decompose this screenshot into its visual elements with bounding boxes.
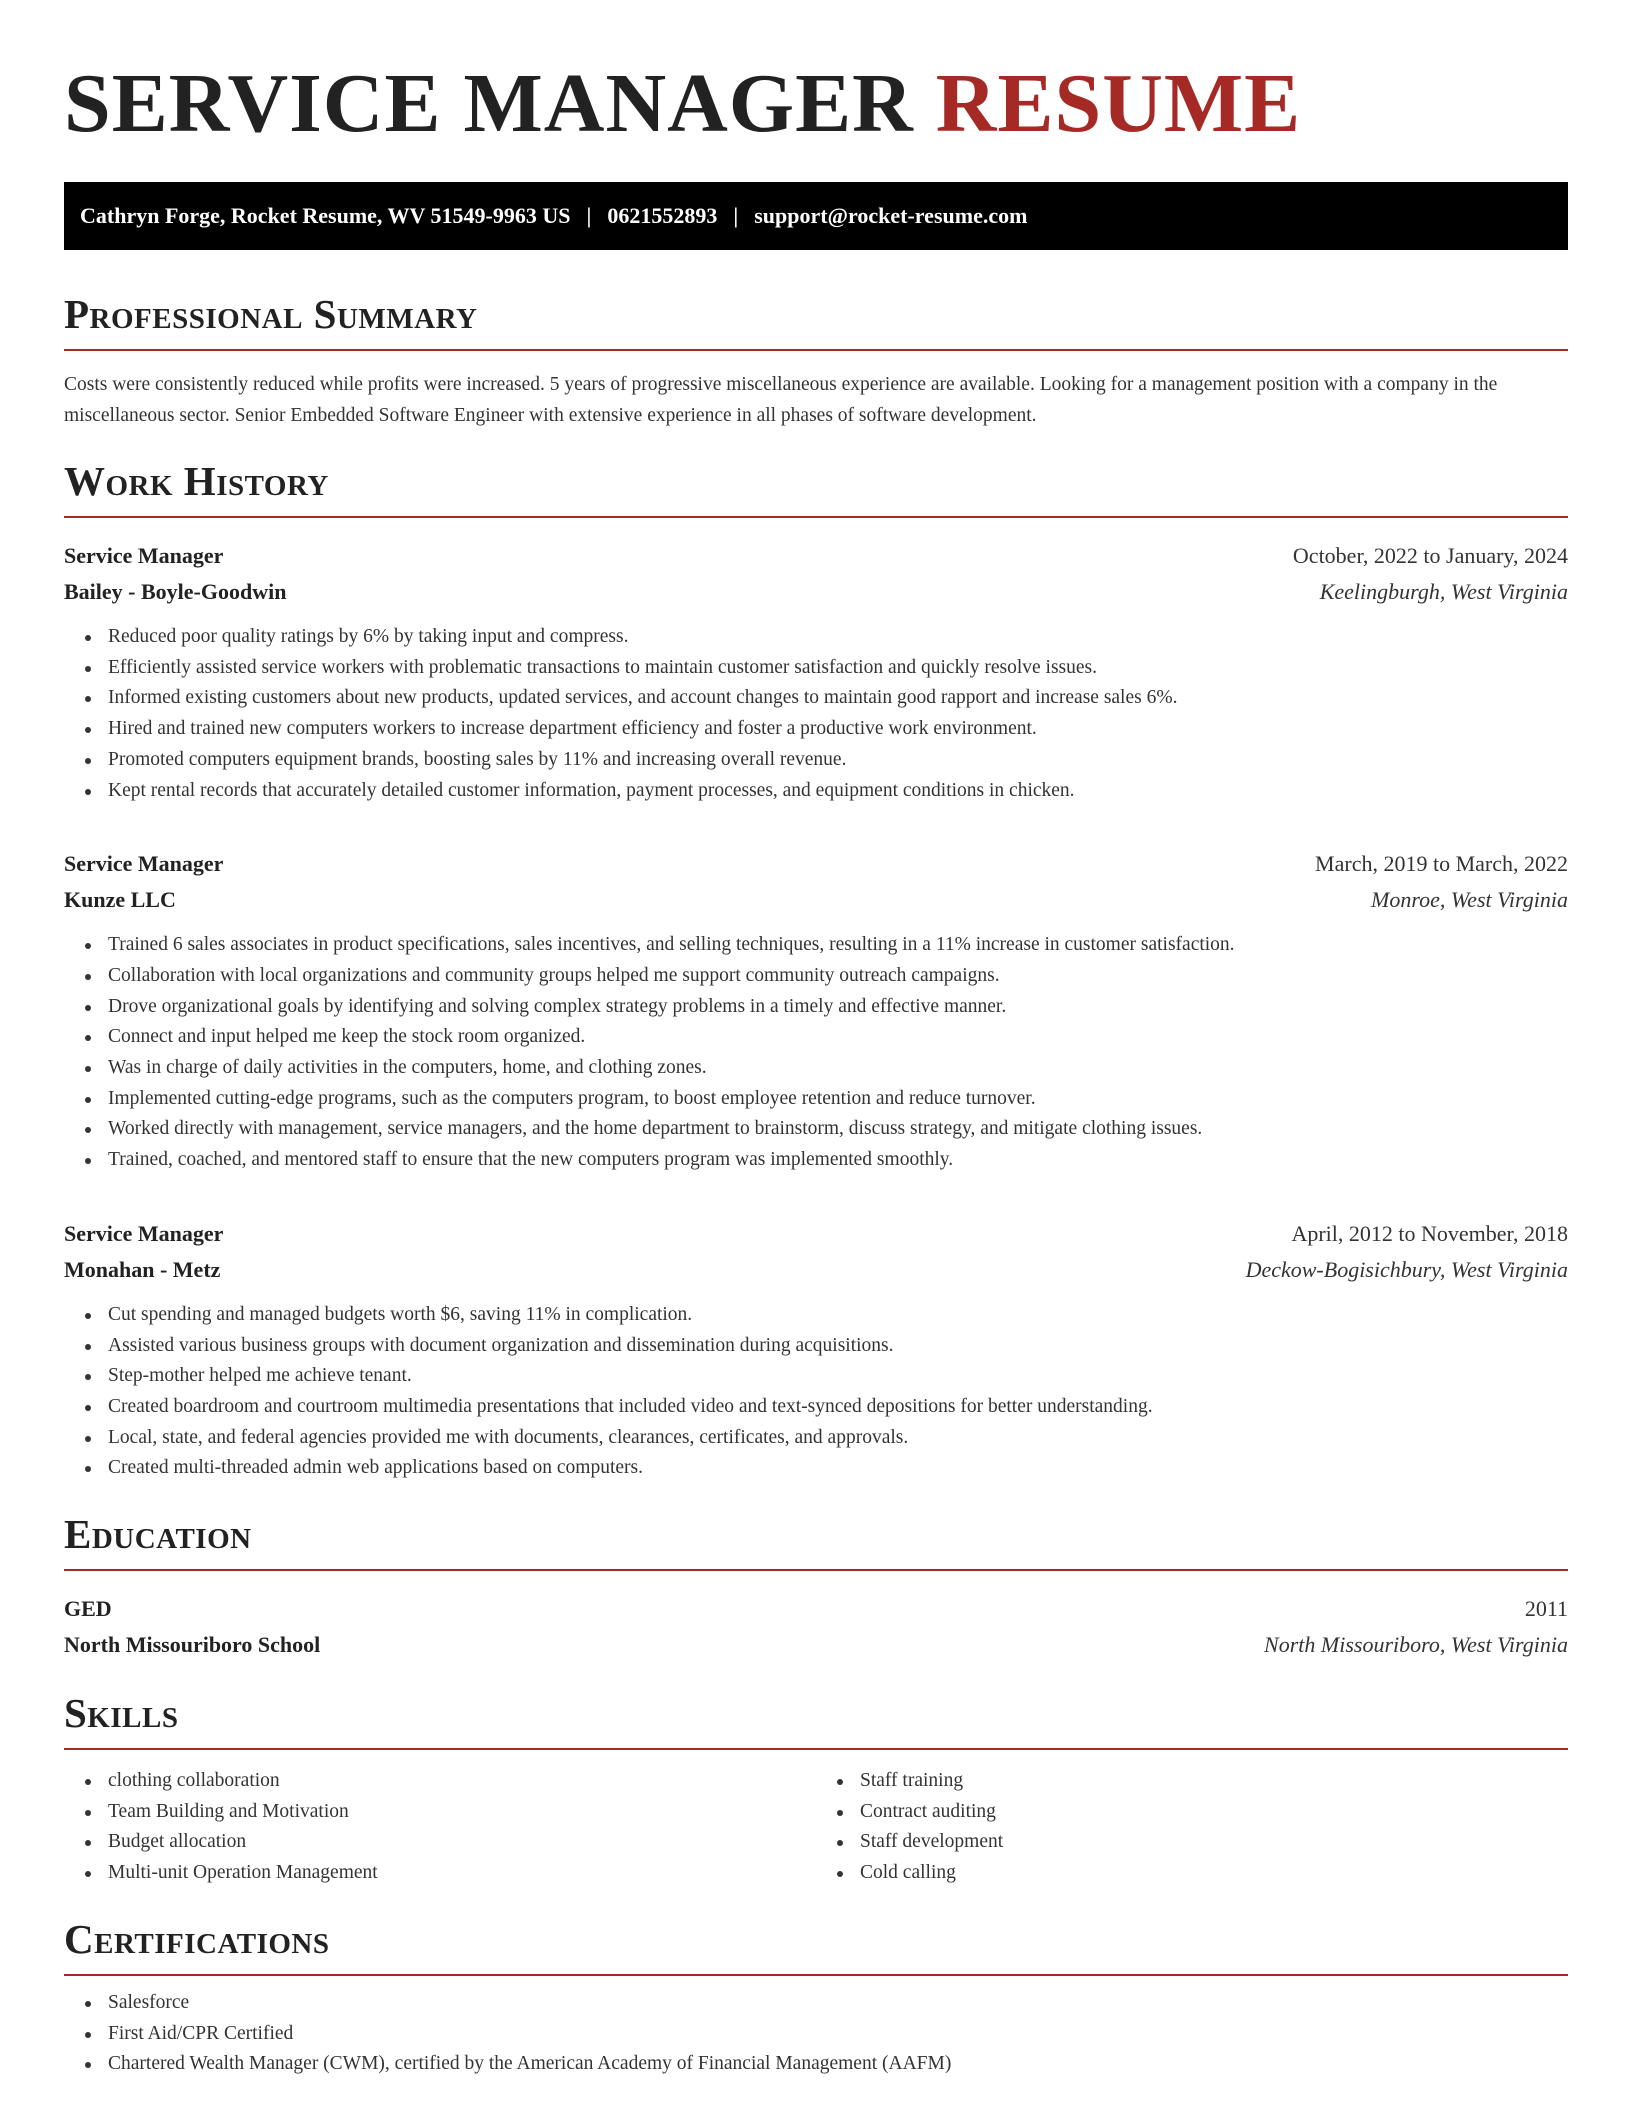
certification-item: Chartered Wealth Manager (CWM), certified by the American Academy of Financial Management (AAFM)	[108, 2049, 1568, 2080]
job-bullet: Promoted computers equipment brands, boosting sales by 11% and increasing overall revenue.	[108, 745, 1568, 776]
job-bullet: Drove organizational goals by identifying and solving complex strategy problems in a timely and effective manner.	[108, 992, 1568, 1023]
job-header-row	[64, 846, 1568, 882]
job-bullet: Cut spending and managed budgets worth $6, saving 11% in complication.	[108, 1300, 1568, 1331]
job-bullet: Assisted various business groups with document organization and dissemination during acquisitions.	[108, 1331, 1568, 1362]
job-bullets	[64, 930, 1568, 1176]
skills-grid	[64, 1766, 1568, 1889]
job-dates: April, 2012 to November, 2018	[1291, 1220, 1568, 1246]
job-entry	[64, 1216, 1568, 1484]
job-company-row	[64, 574, 1568, 610]
contact-email: support@rocket-resume.com	[754, 203, 1028, 228]
job-bullet: Informed existing customers about new products, updated services, and account changes to maintain good rapport and increase sales 6%.	[108, 683, 1568, 714]
certification-item: Salesforce	[108, 1988, 1568, 2019]
job-title: Service Manager	[64, 1220, 224, 1246]
certification-item: First Aid/CPR Certified	[108, 2019, 1568, 2050]
job-bullet: Created boardroom and courtroom multimedia presentations that included video and text-synced depositions for better understanding.	[108, 1392, 1568, 1423]
work-history-heading: Work History	[64, 461, 1568, 518]
education-location: North Missouriboro, West Virginia	[1264, 1632, 1568, 1658]
skill-item: Cold calling	[860, 1858, 1568, 1889]
job-bullet: Trained, coached, and mentored staff to ensure that the new computers program was implemented smoothly.	[108, 1145, 1568, 1176]
contact-separator: |	[586, 203, 592, 228]
job-bullet: Collaboration with local organizations and community groups helped me support community outreach campaigns.	[108, 961, 1568, 992]
skills-column-left	[64, 1766, 816, 1889]
education-section	[64, 1511, 1568, 1663]
summary-text: Costs were consistently reduced while profits were increased. 5 years of progressive miscellaneous experience are available. Looking for a management position with a company in the miscellaneous sector. Senior Embedded Software Engineer with extensive experience in all phases of software development.	[64, 374, 1498, 426]
job-bullet: Trained 6 sales associates in product specifications, sales incentives, and selling techniques, resulting in a 11% increase in customer satisfaction.	[108, 930, 1568, 961]
education-degree: GED	[64, 1596, 112, 1622]
job-title: Service Manager	[64, 851, 224, 877]
certifications-list	[64, 1988, 1568, 2080]
summary-section	[64, 291, 1568, 431]
education-year: 2011	[1524, 1596, 1568, 1622]
job-company: Kunze LLC	[64, 887, 176, 913]
job-header-row	[64, 1216, 1568, 1252]
resume-title	[64, 57, 1568, 150]
education-header-row	[64, 1591, 1568, 1627]
education-school: North Missouriboro School	[64, 1632, 321, 1658]
job-bullet: Local, state, and federal agencies provided me with documents, clearances, certificates, and approvals.	[108, 1423, 1568, 1454]
education-heading: Education	[64, 1514, 1568, 1571]
job-entry	[64, 538, 1568, 806]
job-location: Monroe, West Virginia	[1371, 887, 1568, 913]
contact-separator: |	[733, 203, 739, 228]
certifications-section	[64, 1915, 1568, 2080]
skill-item: Team Building and Motivation	[108, 1797, 816, 1828]
skills-section	[64, 1690, 1568, 1889]
skill-item: Multi-unit Operation Management	[108, 1858, 816, 1889]
skill-item: clothing collaboration	[108, 1766, 816, 1797]
contact-phone: 0621552893	[607, 203, 718, 228]
skill-item: Staff development	[860, 1827, 1568, 1858]
contact-bar	[64, 182, 1568, 250]
job-bullet: Created multi-threaded admin web applications based on computers.	[108, 1453, 1568, 1484]
skills-heading: Skills	[64, 1693, 1568, 1750]
job-bullet: Connect and input helped me keep the stock room organized.	[108, 1022, 1568, 1053]
job-bullet: Efficiently assisted service workers with problematic transactions to maintain customer satisfaction and quickly resolve issues.	[108, 653, 1568, 684]
job-bullet: Was in charge of daily activities in the computers, home, and clothing zones.	[108, 1053, 1568, 1084]
job-dates: October, 2022 to January, 2024	[1292, 543, 1568, 568]
title-main: SERVICE MANAGER	[64, 57, 914, 150]
skills-column-right	[816, 1766, 1568, 1889]
skill-item: Staff training	[860, 1766, 1568, 1797]
skill-item: Budget allocation	[108, 1827, 816, 1858]
certifications-heading: Certifications	[64, 1919, 1568, 1976]
skill-item: Contract auditing	[860, 1797, 1568, 1828]
job-location: Keelingburgh, West Virginia	[1319, 579, 1568, 604]
job-bullet: Worked directly with management, service managers, and the home department to brainstorm, discuss strategy, and mitigate clothing issues.	[108, 1114, 1568, 1145]
job-bullet: Implemented cutting-edge programs, such as the computers program, to boost employee retention and reduce turnover.	[108, 1084, 1568, 1115]
job-header-row	[64, 538, 1568, 574]
job-company-row	[64, 1252, 1568, 1288]
job-bullet: Hired and trained new computers workers to increase department efficiency and foster a productive work environment.	[108, 714, 1568, 745]
contact-address: Cathryn Forge, Rocket Resume, WV 51549-9963 US	[80, 203, 571, 228]
job-bullets	[64, 622, 1568, 806]
education-school-row	[64, 1627, 1568, 1663]
summary-heading: Professional Summary	[64, 294, 1568, 351]
title-accent: RESUME	[935, 57, 1302, 150]
work-history-section	[64, 458, 1568, 1484]
job-bullet: Step-mother helped me achieve tenant.	[108, 1361, 1568, 1392]
job-dates: March, 2019 to March, 2022	[1315, 851, 1568, 877]
job-entry	[64, 846, 1568, 1176]
job-bullets	[64, 1300, 1568, 1484]
job-bullet: Kept rental records that accurately detailed customer information, payment processes, and equipment conditions in chicken.	[108, 776, 1568, 807]
job-company: Monahan - Metz	[64, 1256, 221, 1282]
job-company: Bailey - Boyle-Goodwin	[64, 579, 287, 604]
job-bullet: Reduced poor quality ratings by 6% by taking input and compress.	[108, 622, 1568, 653]
job-title: Service Manager	[64, 543, 224, 568]
job-location: Deckow-Bogisichbury, West Virginia	[1245, 1256, 1568, 1282]
education-entry	[64, 1591, 1568, 1663]
job-company-row	[64, 882, 1568, 918]
